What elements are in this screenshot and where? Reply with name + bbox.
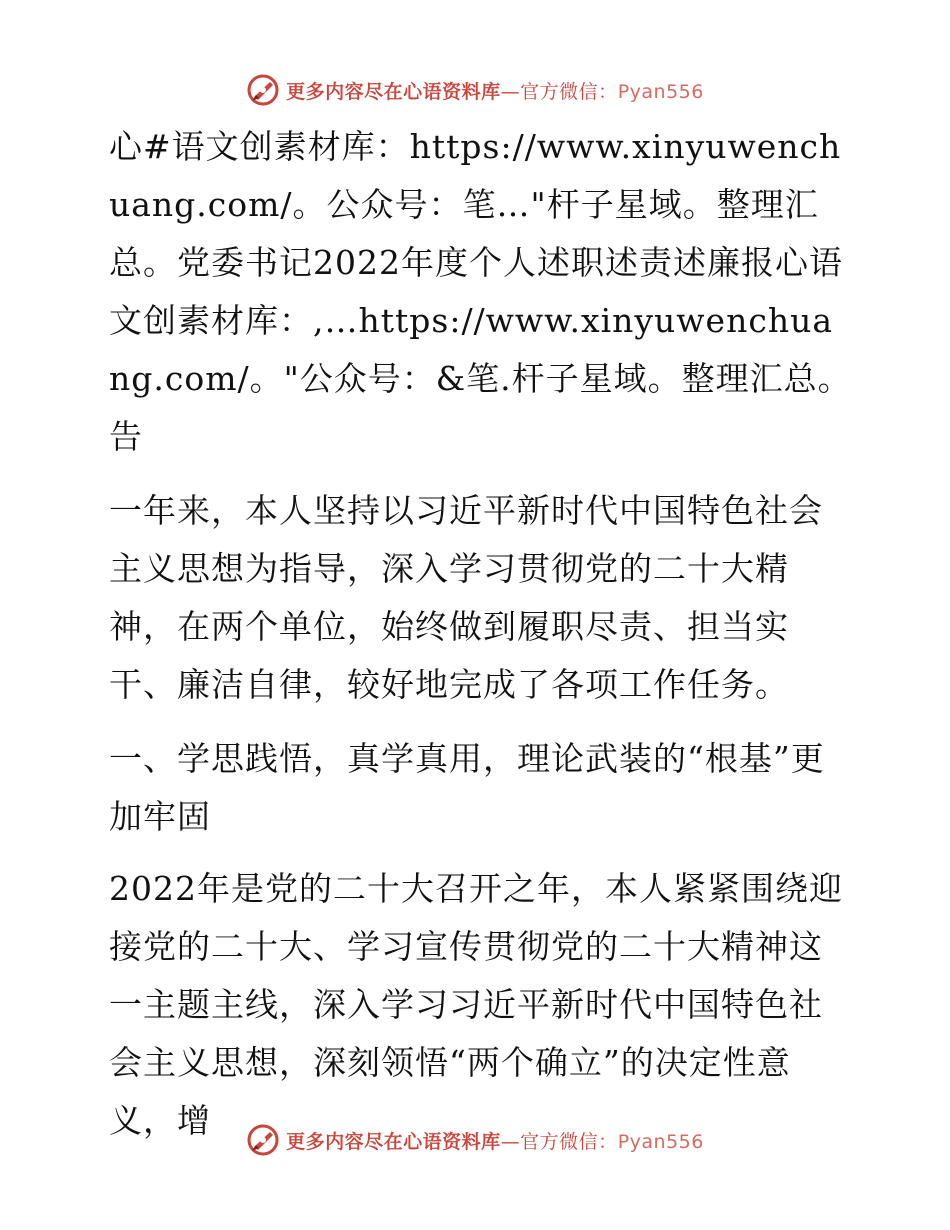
section-paragraph: 2022年是党的二十大召开之年，本人紧紧围绕迎接党的二十大、学习宣传贯彻党的二十大精神这一主题主线，深入学习习近平新时代中国特色社会主义思想，深刻领悟“两个确立”的决定性意义，增: [109, 869, 843, 1140]
footer-banner-slogan: 更多内容尽在心语资料库: [286, 1130, 501, 1153]
header-banner: [0, 70, 950, 110]
section-heading: 一、学思践悟，真学真用，理论武装的“根基”更加牢固: [109, 739, 825, 836]
document-body: [97, 118, 853, 1166]
footer-banner-wechat-id: Pyan556: [617, 1130, 704, 1153]
footer-banner-wechat-label: 官方微信：: [520, 1130, 618, 1153]
header-banner-wechat-id: Pyan556: [617, 80, 704, 103]
header-banner-dash: —: [500, 80, 521, 103]
brand-logo-icon: [246, 73, 280, 107]
header-banner-slogan: 更多内容尽在心语资料库: [286, 80, 501, 103]
intro-paragraph: 一年来，本人坚持以习近平新时代中国特色社会主义思想为指导，深入学习贯彻党的二十大精神，在两个单位，始终做到履职尽责、担当实干、廉洁自律，较好地完成了各项工作任务。: [109, 491, 823, 704]
brand-logo-icon: [246, 1123, 280, 1157]
footer-banner-dash: —: [500, 1130, 521, 1153]
header-banner-text: [286, 77, 704, 104]
footer-banner-text: [286, 1127, 704, 1154]
watermark-paragraph: 心#语文创素材库：https://www.xinyuwenchuang.com/。公众号：笔…"杆子星域。整理汇总。党委书记2022年度个人述职述责述廉报心语文创素材库：,…https://www.xinyuwenchuang.com/。"公众号：&笔.杆子星域。整理汇总。告: [109, 127, 852, 456]
footer-banner: [0, 1120, 950, 1160]
header-banner-wechat-label: 官方微信：: [520, 80, 618, 103]
